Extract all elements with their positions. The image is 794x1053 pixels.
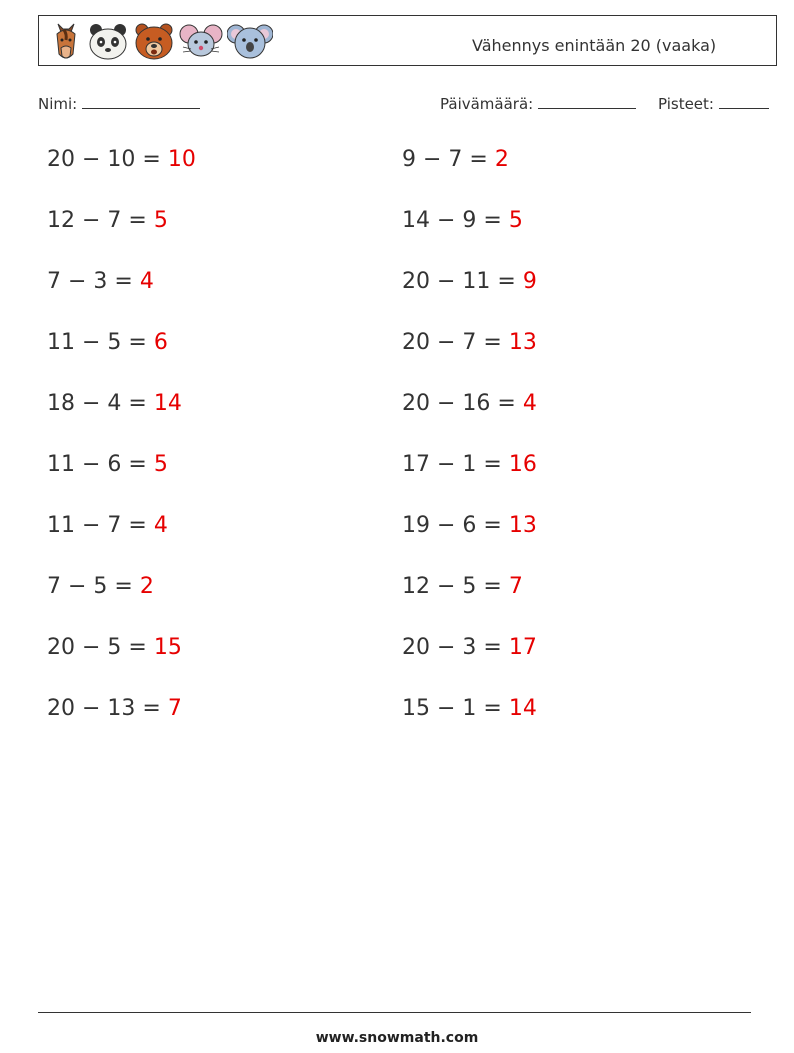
problem-item bbox=[402, 208, 523, 233]
footer-url: www.snowmath.com bbox=[315, 1030, 479, 1046]
score-label: Pisteet: bbox=[658, 95, 714, 113]
problem-answer: 17 bbox=[508, 635, 537, 660]
problem-answer: 10 bbox=[167, 147, 196, 172]
problem-answer: 5 bbox=[153, 452, 168, 477]
koala-icon bbox=[227, 20, 273, 62]
problem-expression: 19 − 6 = bbox=[402, 513, 502, 538]
problem-expression: 20 − 11 = bbox=[402, 269, 516, 294]
problem-expression: 20 − 7 = bbox=[402, 330, 502, 355]
name-field bbox=[38, 93, 200, 113]
problem-item bbox=[47, 696, 182, 721]
problem-answer: 2 bbox=[139, 574, 154, 599]
problem-answer: 16 bbox=[508, 452, 537, 477]
problem-expression: 18 − 4 = bbox=[47, 391, 147, 416]
problem-expression: 7 − 5 = bbox=[47, 574, 133, 599]
problem-answer: 5 bbox=[508, 208, 523, 233]
problem-item bbox=[47, 208, 168, 233]
problem-expression: 20 − 13 = bbox=[47, 696, 161, 721]
name-line bbox=[82, 93, 200, 109]
problem-expression: 11 − 5 = bbox=[47, 330, 147, 355]
problem-expression: 12 − 7 = bbox=[47, 208, 147, 233]
problem-expression: 11 − 6 = bbox=[47, 452, 147, 477]
problem-expression: 9 − 7 = bbox=[402, 147, 488, 172]
problem-expression: 20 − 10 = bbox=[47, 147, 161, 172]
problem-answer: 6 bbox=[153, 330, 168, 355]
problem-item bbox=[402, 696, 537, 721]
panda-icon bbox=[87, 20, 129, 62]
problem-item bbox=[47, 635, 182, 660]
worksheet-title: Vähennys enintään 20 (vaaka) bbox=[472, 36, 717, 55]
problem-item bbox=[47, 147, 196, 172]
problem-item bbox=[47, 452, 168, 477]
date-label: Päivämäärä: bbox=[440, 95, 534, 113]
problem-expression: 20 − 3 = bbox=[402, 635, 502, 660]
problem-answer: 13 bbox=[508, 330, 537, 355]
problem-item bbox=[402, 513, 537, 538]
problem-answer: 2 bbox=[494, 147, 509, 172]
problem-expression: 17 − 1 = bbox=[402, 452, 502, 477]
name-label: Nimi: bbox=[38, 95, 78, 113]
problem-item bbox=[402, 330, 537, 355]
problem-answer: 7 bbox=[508, 574, 523, 599]
problem-answer: 5 bbox=[153, 208, 168, 233]
problem-item bbox=[47, 513, 168, 538]
bear-icon bbox=[133, 20, 175, 62]
problem-item bbox=[402, 269, 537, 294]
problem-item bbox=[47, 269, 154, 294]
problem-item bbox=[47, 391, 182, 416]
date-field bbox=[440, 93, 636, 113]
problem-expression: 7 − 3 = bbox=[47, 269, 133, 294]
problem-item bbox=[402, 635, 537, 660]
score-field bbox=[658, 93, 769, 113]
date-line bbox=[538, 93, 636, 109]
problem-item bbox=[402, 452, 537, 477]
problem-expression: 15 − 1 = bbox=[402, 696, 502, 721]
problem-answer: 4 bbox=[139, 269, 154, 294]
problem-item bbox=[402, 574, 523, 599]
problem-answer: 4 bbox=[522, 391, 537, 416]
problem-answer: 13 bbox=[508, 513, 537, 538]
problem-answer: 9 bbox=[522, 269, 537, 294]
problem-item bbox=[47, 574, 154, 599]
problem-answer: 7 bbox=[167, 696, 182, 721]
problem-expression: 11 − 7 = bbox=[47, 513, 147, 538]
problem-expression: 14 − 9 = bbox=[402, 208, 502, 233]
problem-item bbox=[47, 330, 168, 355]
worksheet-header bbox=[38, 15, 777, 66]
problem-expression: 20 − 5 = bbox=[47, 635, 147, 660]
footer-divider bbox=[38, 1012, 751, 1013]
problem-expression: 20 − 16 = bbox=[402, 391, 516, 416]
problem-expression: 12 − 5 = bbox=[402, 574, 502, 599]
problem-item bbox=[402, 391, 537, 416]
mouse-icon bbox=[179, 20, 223, 62]
score-line bbox=[719, 93, 769, 109]
problem-answer: 14 bbox=[153, 391, 182, 416]
problem-answer: 14 bbox=[508, 696, 537, 721]
horse-icon bbox=[49, 20, 83, 62]
problem-answer: 4 bbox=[153, 513, 168, 538]
problem-item bbox=[402, 147, 509, 172]
problem-answer: 15 bbox=[153, 635, 182, 660]
